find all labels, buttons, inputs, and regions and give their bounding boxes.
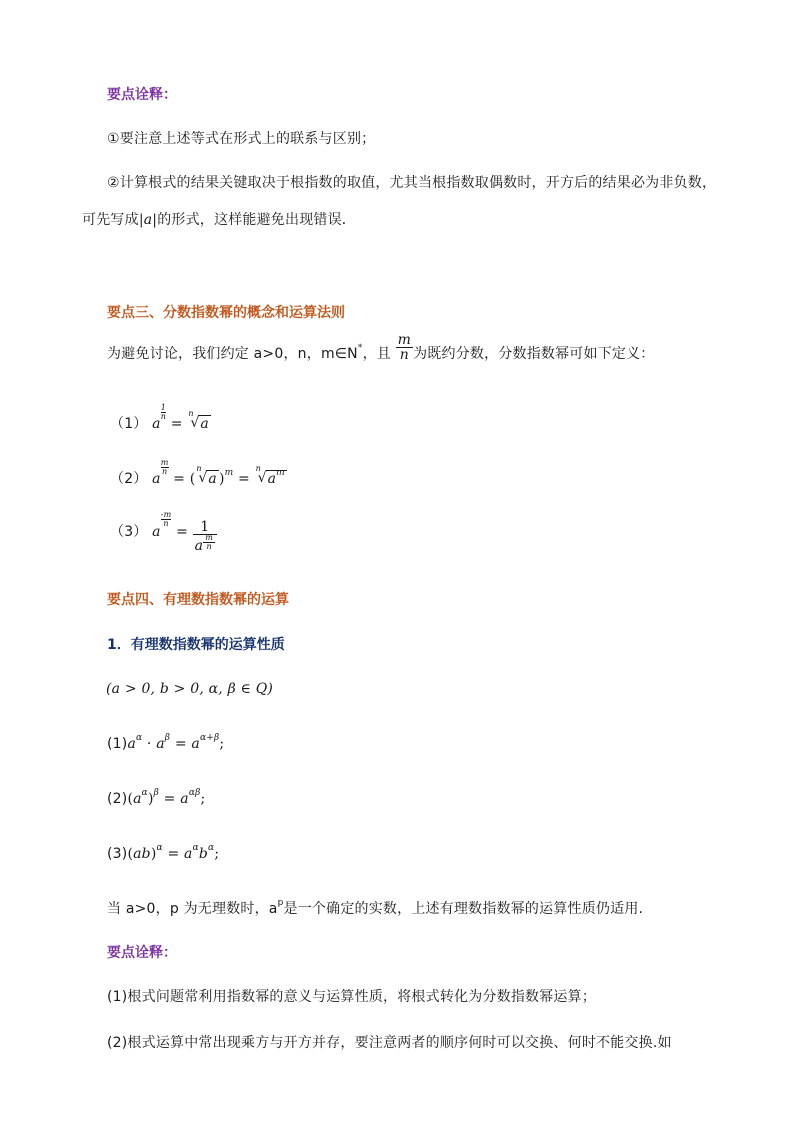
irrational-note	[107, 898, 643, 918]
section-heading-fractional-exponents: 要点三、分数指数幂的概念和运算法则	[107, 305, 345, 321]
section-heading-notes-2: 要点诠释：	[107, 945, 177, 961]
definition-2-formula: a $\frac{m}{n}$ = ( n √ a )$^m$ = n √ $a^m$	[152, 458, 285, 487]
rule-2	[107, 788, 206, 807]
conditions: (a > 0, b > 0, α, β ∈ Q)	[106, 681, 274, 697]
section-heading-rational-exponents: 要点四、有理数指数幂的运算	[107, 592, 289, 608]
intro-text-mid: ，且	[362, 346, 391, 362]
fraction-numerator: m	[397, 331, 412, 348]
note-text-post: 的形式，这样能避免出现错误．	[157, 212, 357, 228]
intro-text-pre: 为避免讨论，我们约定 a>0，n，m∈N	[107, 346, 358, 362]
rule-1-formula: $a^\alpha \cdot a^\beta = a^{\alpha+\beta}$;	[127, 733, 225, 752]
definition-3-formula: a $\frac{-m}{n}$ = 1 a $\frac{m}{n}$	[152, 524, 217, 540]
note2-paragraph-2: (2)根式运算中常出现乘方与开方并存，要注意两者的顺序何时可以交换、何时不能交换.如	[107, 1035, 672, 1051]
rule-3-label: (3)	[107, 846, 128, 862]
intro-text-post: 为既约分数，分数指数幂可如下定义：	[413, 346, 655, 362]
rule-1-label: (1)	[107, 736, 128, 752]
note-text-pre: 可先写成	[82, 212, 139, 228]
m-over-n-fraction	[396, 333, 413, 362]
subheading-rules: 1．有理数指数幂的运算性质	[107, 637, 285, 653]
definition-1	[110, 403, 211, 433]
rule-2-formula: $(a^\alpha)^\beta = a^{\alpha\beta}$;	[127, 788, 206, 807]
rule-3-formula: $(ab)^\alpha = a^\alpha b^\alpha$;	[127, 843, 220, 862]
note-paragraph-3	[82, 209, 356, 229]
irrational-note-sup: p	[277, 898, 284, 908]
natural-star-sup: *	[357, 343, 363, 353]
section-heading-notes-1: 要点诠释：	[107, 87, 177, 103]
note-paragraph-2: ②计算根式的结果关键取决于根指数的取值，尤其当根指数取偶数时，开方后的结果必为非负数，	[107, 175, 717, 191]
fraction-denominator: n	[399, 346, 409, 363]
definition-1-formula: a $\frac{1}{n}$ = n √ a	[152, 403, 209, 432]
definition-2	[110, 458, 287, 488]
rule-2-label: (2)	[107, 791, 128, 807]
irrational-note-post: 是一个确定的实数，上述有理数指数幂的运算性质仍适用.	[283, 901, 644, 917]
definition-3	[110, 510, 217, 556]
intro-paragraph	[107, 331, 655, 363]
definition-3-label: （3）	[110, 524, 148, 540]
rule-3	[107, 843, 220, 862]
irrational-note-pre: 当 a>0，p 为无理数时，a	[107, 901, 278, 917]
note2-paragraph-1: (1)根式问题常利用指数幂的意义与运算性质，将根式转化为分数指数幂运算；	[107, 989, 597, 1005]
rule-1	[107, 733, 225, 752]
definition-2-label: （2）	[110, 471, 148, 487]
abs-a-expression: |a|	[138, 212, 158, 228]
definition-1-label: （1）	[110, 416, 148, 432]
note-paragraph-1: ①要注意上述等式在形式上的联系与区别；	[107, 131, 376, 147]
